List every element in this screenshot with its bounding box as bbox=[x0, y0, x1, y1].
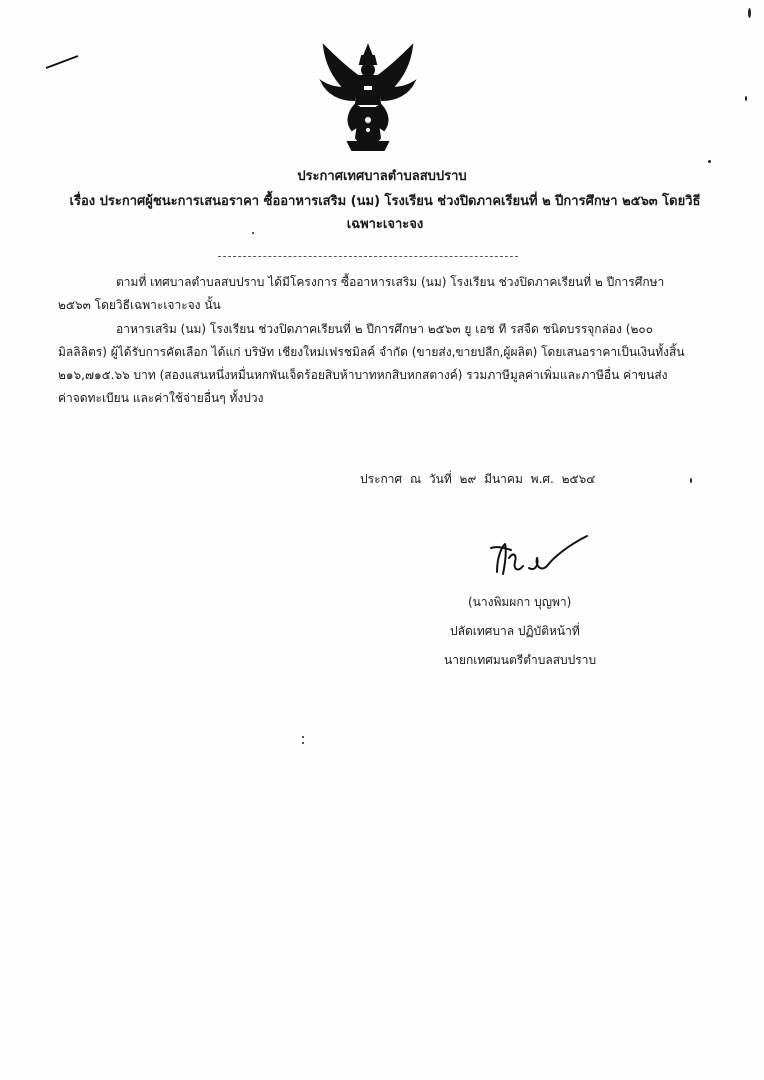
signature-block bbox=[420, 588, 660, 675]
announcement-subject: เรื่อง ประกาศผู้ชนะการเสนอราคา ซื้ออาหารเสริม (นม) โรงเรียน ช่วงปิดภาคเรียนที่ ๒ ปีการศึกษา ๒๕๖๓ โดยวิธีเฉพาะเจาะจง bbox=[69, 194, 701, 232]
signer-name: (นางพิมผกา บุญพา) bbox=[468, 595, 572, 609]
scan-speck bbox=[302, 742, 304, 744]
scan-speck bbox=[748, 8, 751, 18]
garuda-emblem-icon bbox=[318, 42, 418, 152]
scan-mark bbox=[44, 52, 80, 72]
paragraph-award-text: อาหารเสริม (นม) โรงเรียน ช่วงปิดภาคเรียนที่ ๒ ปีการศึกษา ๒๕๖๓ ยู เอช ที รสจืด ชนิดบรรจุกล่อง (๒๐๐ มิลลิลิตร) ผู้ได้รับการคัดเลือก ได้แก่ บริษัท เชียงใหม่เฟรชมิลค์ จำกัด (ขายส่ง,ขายปลีก,ผู้ผลิต) โดยเสนอราคาเป็นเงินทั้งสิ้น ๒๑๖,๗๑๕.๖๖ บาท (สองแสนหนึ่งหมื่นหกพันเจ็ดร้อยสิบห้าบาทหกสิบหกสตางค์) รวมภาษีมูลค่าเพิ่มและภาษีอื่น ค่าขนส่ง ค่าจดทะเบียน และค่าใช้จ่ายอื่นๆ ทั้งปวง bbox=[58, 322, 685, 405]
scan-speck bbox=[302, 736, 304, 738]
paragraph-award bbox=[58, 318, 686, 410]
scan-speck bbox=[745, 96, 747, 101]
announcement-header: ประกาศเทศบาลตำบลสบปราบ bbox=[297, 169, 467, 184]
signer-position-acting: นายกเทศมนตรีตำบลสบปราบ bbox=[444, 653, 597, 667]
divider bbox=[218, 256, 518, 257]
scan-speck bbox=[708, 160, 711, 163]
handwritten-signature bbox=[483, 528, 593, 588]
paragraph-intro bbox=[58, 271, 686, 317]
scan-speck bbox=[252, 232, 254, 234]
announcement-date: ประกาศ ณ วันที่ ๒๙ มีนาคม พ.ศ. ๒๕๖๔ bbox=[360, 472, 596, 486]
scan-speck bbox=[690, 478, 692, 483]
paragraph-intro-text: ตามที่ เทศบาลตำบลสบปราบ ได้มีโครงการ ซื้ออาหารเสริม (นม) โรงเรียน ช่วงปิดภาคเรียนที่ ๒ ปีการศึกษา ๒๕๖๓ โดยวิธีเฉพาะเจาะจง นั้น bbox=[58, 275, 665, 312]
signer-position: ปลัดเทศบาล ปฏิบัติหน้าที่ bbox=[450, 624, 580, 638]
